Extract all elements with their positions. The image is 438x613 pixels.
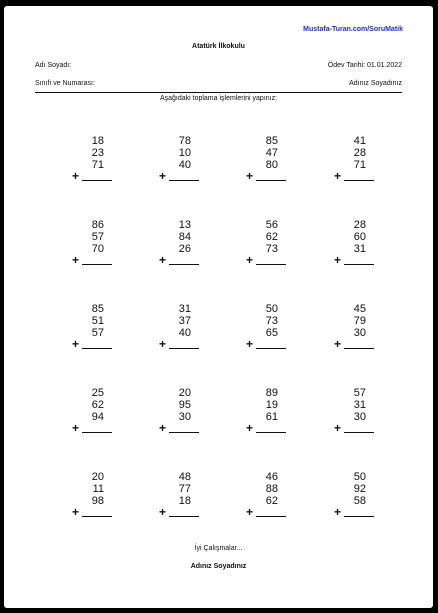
addend: 79 (353, 315, 366, 327)
answer-line (82, 180, 112, 181)
plus-sign: + (159, 337, 167, 351)
operator-line (72, 171, 112, 183)
addition-problem (246, 219, 286, 267)
answer-line (256, 432, 286, 433)
footer-wish: İyi Çalışmalar... (194, 545, 243, 552)
answer-line (82, 516, 112, 517)
addend: 57 (353, 387, 366, 399)
addend: 28 (353, 147, 366, 159)
addition-problem (72, 219, 112, 267)
addition-problem (246, 303, 286, 351)
addition-problem (246, 471, 286, 519)
addend: 23 (91, 147, 104, 159)
operator-line (72, 423, 112, 435)
addition-problem (334, 135, 374, 183)
addend: 50 (353, 471, 366, 483)
answer-line (169, 432, 199, 433)
addend: 88 (265, 483, 278, 495)
answer-line (344, 516, 374, 517)
addend: 18 (91, 135, 104, 147)
answer-line (169, 516, 199, 517)
addend: 47 (265, 147, 278, 159)
addend: 85 (265, 135, 278, 147)
operator-line (159, 339, 199, 351)
addend: 77 (178, 483, 191, 495)
addend: 26 (178, 243, 191, 255)
operator-line (246, 171, 286, 183)
addend: 94 (91, 411, 104, 423)
worksheet-page (4, 6, 433, 608)
addend: 10 (178, 147, 191, 159)
addend: 56 (265, 219, 278, 231)
header-row-class-teacher (35, 80, 402, 87)
addend: 20 (178, 387, 191, 399)
addition-problem (159, 471, 199, 519)
answer-line (344, 264, 374, 265)
plus-sign: + (159, 253, 167, 267)
addend: 62 (91, 399, 104, 411)
addend: 58 (353, 495, 366, 507)
addition-problem (72, 471, 112, 519)
plus-sign: + (159, 421, 167, 435)
addend: 20 (91, 471, 104, 483)
source-link[interactable]: Mustafa-Turan.com/SoruMatik (303, 26, 403, 33)
addend: 40 (178, 327, 191, 339)
addend: 18 (178, 495, 191, 507)
addend: 13 (178, 219, 191, 231)
addition-problem (334, 471, 374, 519)
answer-line (256, 348, 286, 349)
header-divider (35, 92, 402, 93)
operator-line (159, 423, 199, 435)
addend: 51 (91, 315, 104, 327)
operator-line (334, 507, 374, 519)
answer-line (169, 348, 199, 349)
operator-line (72, 255, 112, 267)
operator-line (159, 507, 199, 519)
addend: 98 (91, 495, 104, 507)
header-row-name-date (35, 62, 402, 69)
addend: 31 (353, 399, 366, 411)
teacher-name-label: Adınız Soyadınız (349, 80, 402, 87)
addend: 11 (92, 483, 104, 495)
answer-line (344, 432, 374, 433)
plus-sign: + (159, 169, 167, 183)
addend: 65 (265, 327, 278, 339)
addend: 46 (265, 471, 278, 483)
answer-line (344, 180, 374, 181)
addition-problem (334, 303, 374, 351)
operator-line (159, 171, 199, 183)
answer-line (256, 516, 286, 517)
addition-problem (72, 303, 112, 351)
addend: 92 (353, 483, 366, 495)
addend: 30 (178, 411, 191, 423)
addend: 31 (353, 243, 366, 255)
operator-line (159, 255, 199, 267)
plus-sign: + (334, 505, 342, 519)
addend: 95 (178, 399, 191, 411)
answer-line (256, 180, 286, 181)
addend: 57 (91, 231, 104, 243)
plus-sign: + (159, 505, 167, 519)
answer-line (256, 264, 286, 265)
addend: 78 (178, 135, 191, 147)
instruction-text: Aşağıdaki toplama işlemlerini yapınız: (159, 95, 278, 102)
plus-sign: + (246, 337, 254, 351)
addend: 57 (91, 327, 104, 339)
answer-line (169, 264, 199, 265)
plus-sign: + (246, 421, 254, 435)
addend: 37 (178, 315, 191, 327)
plus-sign: + (246, 505, 254, 519)
addition-problem (159, 303, 199, 351)
addend: 84 (178, 231, 191, 243)
plus-sign: + (246, 169, 254, 183)
addend: 30 (353, 327, 366, 339)
addend: 89 (265, 387, 278, 399)
operator-line (246, 423, 286, 435)
operator-line (246, 339, 286, 351)
addend: 61 (265, 411, 278, 423)
operator-line (72, 339, 112, 351)
addend: 50 (265, 303, 278, 315)
plus-sign: + (72, 421, 80, 435)
addend: 70 (91, 243, 104, 255)
addend: 45 (353, 303, 366, 315)
answer-line (82, 348, 112, 349)
addend: 86 (91, 219, 104, 231)
operator-line (246, 255, 286, 267)
operator-line (334, 171, 374, 183)
plus-sign: + (72, 169, 80, 183)
addend: 48 (178, 471, 191, 483)
answer-line (344, 348, 374, 349)
addition-problem (159, 387, 199, 435)
addition-problem (246, 135, 286, 183)
addition-problem (334, 219, 374, 267)
addend: 85 (91, 303, 104, 315)
addend: 28 (353, 219, 366, 231)
addend: 60 (353, 231, 366, 243)
student-name-label: Adı Soyadı: (35, 62, 72, 69)
addition-problem (159, 135, 199, 183)
addend: 62 (265, 495, 278, 507)
addend: 31 (178, 303, 191, 315)
addend: 25 (91, 387, 104, 399)
addend: 19 (265, 399, 278, 411)
addend: 30 (353, 411, 366, 423)
addition-problem (246, 387, 286, 435)
addend: 73 (265, 243, 278, 255)
addend: 62 (265, 231, 278, 243)
answer-line (82, 432, 112, 433)
addition-problem (72, 135, 112, 183)
answer-line (82, 264, 112, 265)
plus-sign: + (334, 253, 342, 267)
addend: 41 (353, 135, 366, 147)
homework-date-label: Ödev Tarihi: 01.01.2022 (327, 62, 402, 69)
addend: 71 (353, 159, 366, 171)
operator-line (334, 339, 374, 351)
plus-sign: + (334, 169, 342, 183)
plus-sign: + (334, 421, 342, 435)
addend: 40 (178, 159, 191, 171)
plus-sign: + (72, 337, 80, 351)
operator-line (72, 507, 112, 519)
answer-line (169, 180, 199, 181)
plus-sign: + (72, 253, 80, 267)
operator-line (334, 423, 374, 435)
addend: 71 (91, 159, 104, 171)
addition-problem (334, 387, 374, 435)
plus-sign: + (72, 505, 80, 519)
addend: 80 (265, 159, 278, 171)
class-number-label: Sınıfı ve Numarası: (35, 80, 95, 87)
addend: 73 (265, 315, 278, 327)
addition-problem (159, 219, 199, 267)
operator-line (334, 255, 374, 267)
footer-teacher: Adınız Soyadınız (190, 563, 247, 570)
plus-sign: + (334, 337, 342, 351)
school-name: Atatürk İlkokulu (192, 43, 245, 50)
operator-line (246, 507, 286, 519)
addition-problem (72, 387, 112, 435)
plus-sign: + (246, 253, 254, 267)
